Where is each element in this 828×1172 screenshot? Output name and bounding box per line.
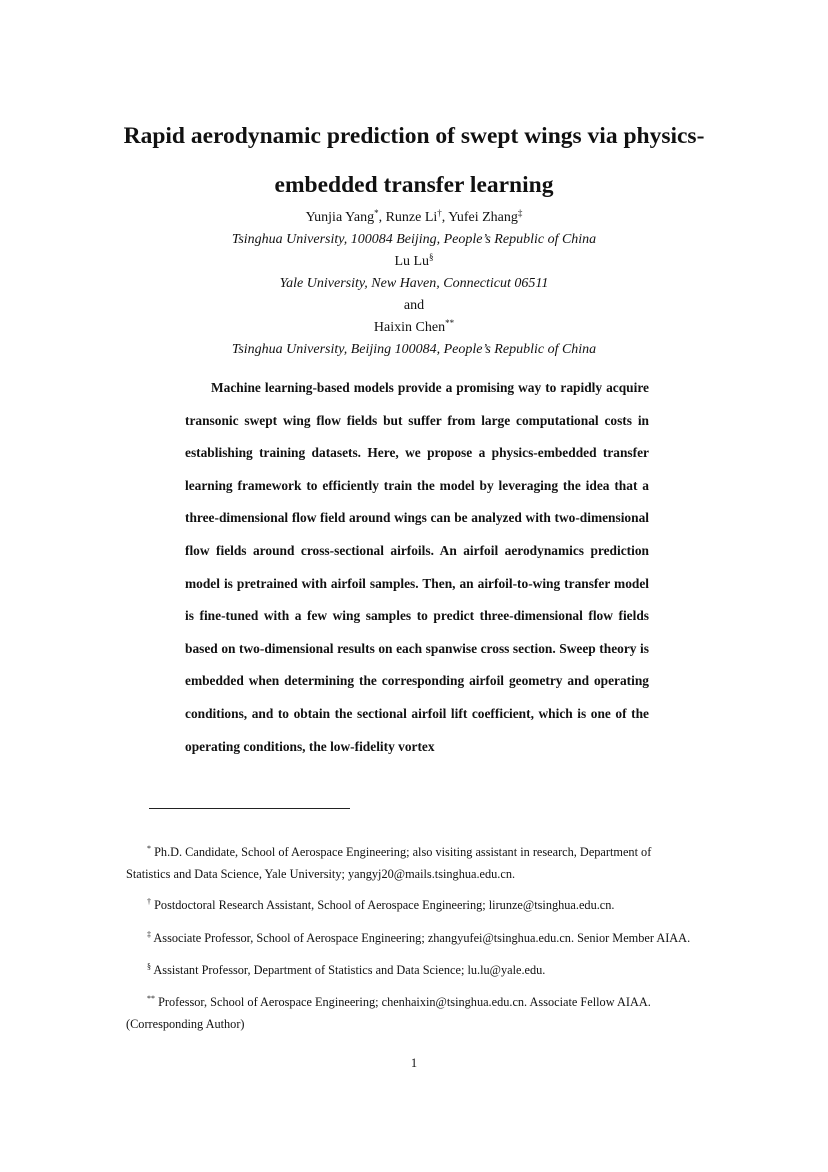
footnote-mark: * — [147, 844, 151, 853]
footnote-text: Postdoctoral Research Assistant, School of Aerospace Engineering; lirunze@tsinghua.edu.cn. — [154, 898, 615, 912]
author-mark: † — [437, 208, 442, 218]
author-name: Yufei Zhang — [448, 210, 518, 225]
footnote-text: Associate Professor, School of Aerospace Engineering; zhangyufei@tsinghua.edu.cn. Senior Member AIAA. — [153, 931, 691, 945]
author-mark: § — [429, 252, 434, 262]
footnote-mark: ‡ — [147, 930, 151, 939]
author-name: Runze Li — [385, 210, 438, 225]
author-mark: ‡ — [517, 208, 523, 218]
footnote-text: Ph.D. Candidate, School of Aerospace Engineering; also visiting assistant in research, Department of — [154, 845, 652, 859]
paper-title: Rapid aerodynamic prediction of swept wings via physics-embedded transfer learning — [123, 123, 705, 198]
author-line-1: Yunjia Yang*, Runze Li†, Yufei Zhang‡ — [305, 208, 523, 225]
footnote-text: Professor, School of Aerospace Engineering; chenhaixin@tsinghua.edu.cn. Associate Fellow AIAA. — [158, 995, 651, 1009]
footnote-text-cont: Statistics and Data Science, Yale University; yangyj20@mails.tsinghua.edu.cn. — [126, 867, 516, 881]
author-mark: * — [374, 208, 379, 218]
page-number: 1 — [410, 1056, 418, 1070]
author-conjunction: and — [403, 298, 425, 313]
author-name: Yunjia Yang — [305, 210, 375, 225]
author-line-2 — [100, 251, 728, 273]
author-name: Lu Lu — [394, 254, 430, 269]
author-mark: ** — [445, 318, 455, 328]
affiliation: Tsinghua University, Beijing 100084, People’s Republic of China — [231, 342, 597, 357]
affiliation: Tsinghua University, 100084 Beijing, People’s Republic of China — [231, 232, 597, 247]
abstract: Machine learning-based models provide a promising way to rapidly acquire transonic swept wing flow fields but suffer from large computational costs in establishing training datasets. Here, we propose a physics-embedded transfer learning framework to efficiently train the model by leveraging the idea that a three-dimensional flow field around wings can be analyzed with two-dimensional flow fields around cross-sectional airfoils. An airfoil aerodynamics prediction model is pretrained with airfoil samples. Then, an airfoil-to-wing transfer model is fine-tuned with a few wing samples to predict three-dimensional flow fields based on two-dimensional results on each spanwise cross section. Sweep theory is embedded when determining the corresponding airfoil geometry and operating conditions, and to obtain the sectional airfoil lift coefficient, which is one of the operating conditions, the low-fidelity vortex — [185, 380, 649, 754]
footnote — [126, 991, 704, 1035]
author-line-3 — [100, 317, 728, 339]
footnote-separator — [149, 808, 350, 809]
footnote — [126, 927, 704, 949]
affiliation: Yale University, New Haven, Connecticut 06511 — [279, 276, 549, 291]
footnote-text-cont: (Corresponding Author) — [126, 1017, 245, 1031]
footnote — [126, 959, 704, 981]
footnote-mark: ** — [147, 994, 155, 1003]
footnote-mark: § — [147, 962, 151, 971]
footnote — [126, 894, 704, 916]
author-block — [100, 207, 728, 361]
author-name: Haixin Chen — [373, 320, 446, 335]
footnote — [126, 841, 704, 885]
footnote-mark: † — [147, 897, 151, 906]
footnote-text: Assistant Professor, Department of Statistics and Data Science; lu.lu@yale.edu. — [153, 963, 546, 977]
